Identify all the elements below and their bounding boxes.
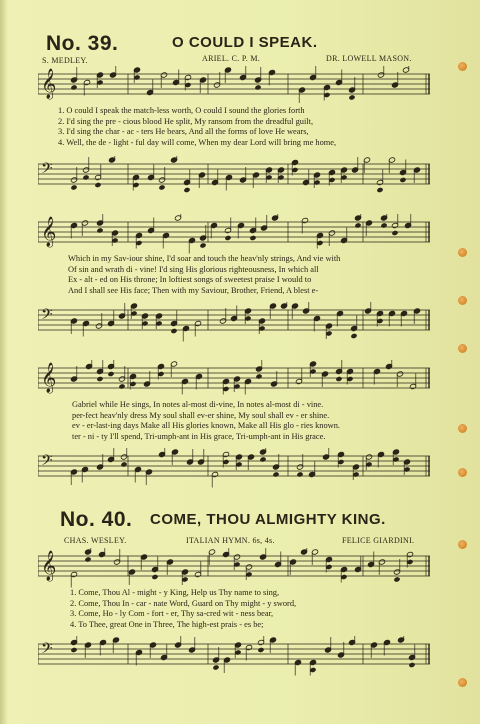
- binding-hole: [458, 678, 467, 687]
- note-head: [118, 383, 125, 389]
- note-head: [82, 174, 89, 180]
- lyric-line: 3. I'd sing the char - ac - ters He bears, And all the forms of love He wears,: [58, 127, 309, 137]
- author-credit: CHAS. WESLEY.: [64, 536, 127, 545]
- note-head: [84, 556, 91, 562]
- hymn-title: O COULD I SPEAK.: [172, 34, 318, 51]
- note-head: [255, 373, 262, 379]
- note-head: [151, 574, 158, 580]
- verse-block: [72, 400, 444, 442]
- note-head: [257, 647, 264, 653]
- author-credit: S. MEDLEY.: [42, 56, 88, 65]
- bass-staff: [38, 636, 430, 676]
- hymn-title: COME, THOU ALMIGHTY KING.: [150, 511, 386, 528]
- note-head: [212, 664, 219, 670]
- bass-staff: [38, 448, 430, 488]
- staff-lines: [38, 156, 430, 196]
- verse-block: [58, 106, 430, 148]
- lyric-line: per-fect heav'nly dress My soul shall ev-er shine, My soul shall ev - er shine.: [72, 410, 330, 420]
- treble-clef-icon: 𝄞: [41, 551, 57, 581]
- note-head: [335, 376, 342, 382]
- bass-clef-icon: 𝄢: [41, 306, 53, 327]
- bass-staff: [38, 302, 430, 342]
- treble-staff: [38, 214, 430, 254]
- note-head: [354, 222, 361, 228]
- note-head: [408, 662, 415, 668]
- note-head: [272, 471, 279, 477]
- staff-lines: [38, 548, 430, 588]
- treble-staff: [38, 548, 430, 588]
- treble-clef-icon: 𝄞: [41, 69, 57, 99]
- staff-lines: [38, 360, 430, 400]
- note-head: [70, 84, 77, 90]
- note-head: [296, 471, 303, 477]
- treble-clef-icon: 𝄞: [41, 363, 57, 393]
- page-edge-shadow: [0, 0, 8, 724]
- binding-hole: [458, 248, 467, 257]
- composer-credit: FELICE GIARDINI.: [342, 536, 415, 545]
- treble-staff: [38, 360, 430, 400]
- note-head: [107, 371, 114, 377]
- verse-block: [70, 588, 442, 630]
- note-head: [249, 235, 256, 241]
- lyric-line: Gabriel while He sings, In notes al-most di-vine, In notes al-most di - vine.: [72, 400, 324, 409]
- binding-hole: [458, 62, 467, 71]
- note-head: [259, 456, 266, 462]
- note-head: [70, 647, 77, 653]
- note-head: [399, 177, 406, 183]
- lyric-line: 4. Well, the de - light - ful day will come, When my dear Lord will bring me home,: [58, 137, 337, 147]
- note-head: [96, 376, 103, 382]
- note-head: [70, 184, 77, 190]
- note-head: [120, 461, 127, 467]
- staff-lines: [38, 66, 430, 106]
- note-head: [350, 333, 357, 339]
- note-head: [393, 576, 400, 582]
- note-head: [380, 222, 387, 228]
- lyric-line: Of sin and wrath di - vine! I'd sing His glorious righteousness, In which all: [68, 264, 319, 274]
- bass-staff: [38, 156, 430, 196]
- binding-hole: [458, 468, 467, 477]
- composer-credit: DR. LOWELL MASON.: [326, 54, 412, 63]
- lyric-line: 4. To Thee, great One in Three, The high-est prais - es be;: [70, 619, 264, 629]
- lyric-line: Which in my Sav-iour shine, I'd soar and touch the heav'nly strings, And vie with: [68, 254, 341, 263]
- treble-staff: [38, 66, 430, 106]
- lyric-line: Ex - alt - ed on His throne; In loftiest songs of sweetest praise I would to: [68, 275, 312, 285]
- hymn-number: No. 40.: [60, 508, 133, 531]
- staff-lines: [38, 214, 430, 254]
- tune-name: ARIEL. C. P. M.: [202, 54, 261, 63]
- lyric-line: And I shall see His face; Then with my Saviour, Brother, Friend, A blest e-: [68, 285, 319, 295]
- note-head: [254, 84, 261, 90]
- note-head: [376, 187, 383, 193]
- hymn-number: No. 39.: [46, 32, 119, 55]
- lyric-line: ter - ni - ty I'll spend, Tri-umph-ant in His grace, Tri-umph-ant in His grace.: [72, 431, 326, 441]
- binding-hole: [458, 540, 467, 549]
- staff-lines: [38, 636, 430, 676]
- lyric-line: 2. Come, Thou In - car - nate Word, Guard on Thy might - y sword,: [70, 598, 297, 608]
- lyric-line: 3. Come, Ho - ly Com - fort - er, Thy sa-cred wit - ness bear,: [70, 609, 274, 619]
- note-head: [94, 182, 101, 188]
- note-head: [170, 328, 177, 334]
- lyric-line: 1. Come, Thou Al - might - y King, Help us Thy name to sing,: [70, 588, 280, 597]
- bass-clef-icon: 𝄢: [41, 160, 53, 181]
- binding-hole: [458, 344, 467, 353]
- note-head: [96, 227, 103, 233]
- binding-hole: [458, 296, 467, 305]
- bass-clef-icon: 𝄢: [41, 640, 53, 661]
- lyric-line: ev - er-last-ing days Make all His glories known, Make all His glo - ries known.: [72, 421, 341, 431]
- note-head: [391, 230, 398, 236]
- bass-clef-icon: 𝄢: [41, 452, 53, 473]
- binding-hole: [458, 424, 467, 433]
- note-head: [183, 187, 190, 193]
- note-head: [348, 94, 355, 100]
- lyric-line: 1. O could I speak the match-less worth, O could I sound the glories forth: [58, 106, 305, 115]
- treble-clef-icon: 𝄞: [41, 217, 57, 247]
- note-head: [224, 235, 231, 241]
- tune-name: ITALIAN HYMN. 6s, 4s.: [186, 536, 275, 545]
- note-head: [158, 184, 165, 190]
- note-head: [199, 242, 206, 248]
- staff-lines: [38, 302, 430, 342]
- staff-lines: [38, 448, 430, 488]
- verse-block: [68, 254, 440, 296]
- lyric-line: 2. I'd sing the pre - cious blood He split, My ransom from the dreadful guilt,: [58, 116, 314, 126]
